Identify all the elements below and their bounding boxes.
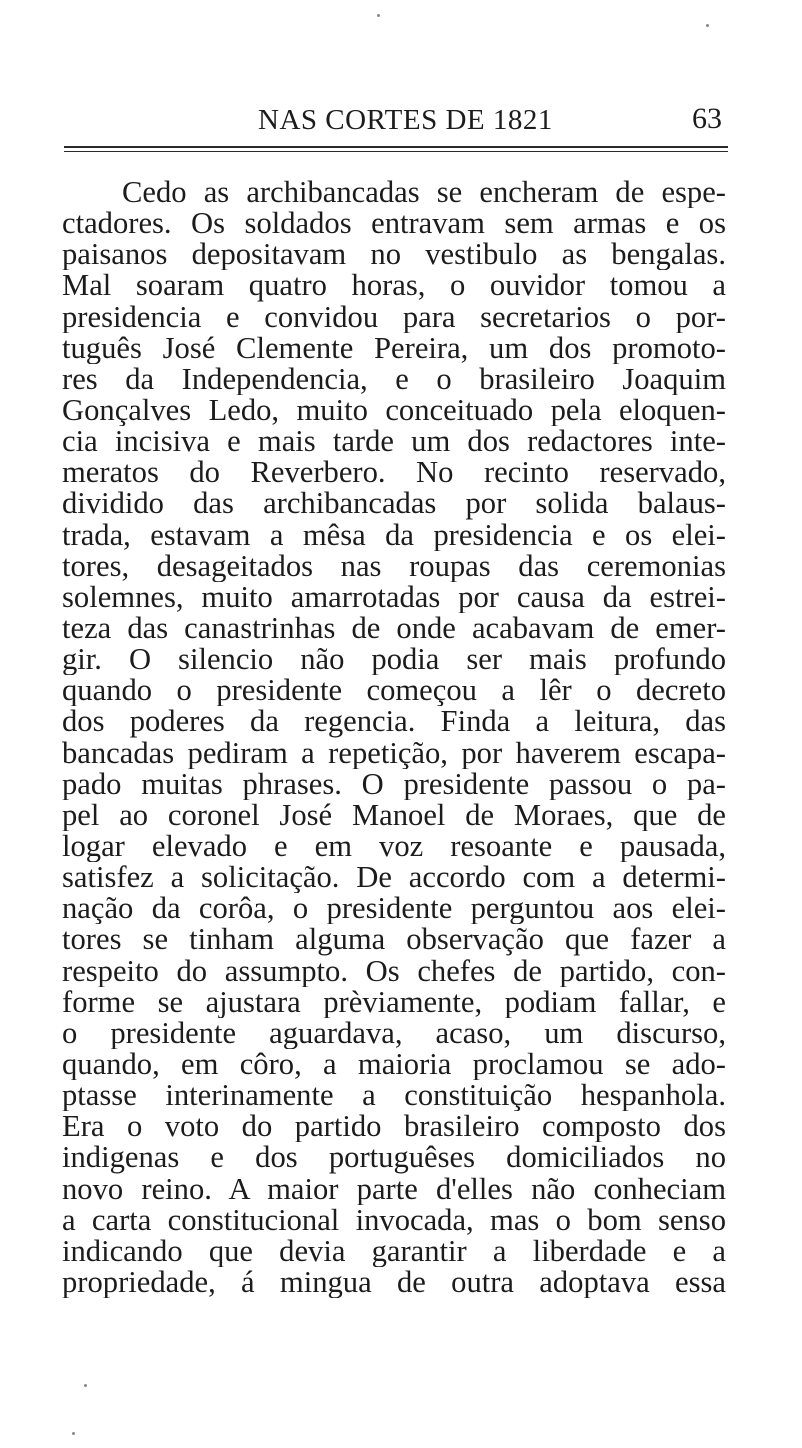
header-rule	[64, 146, 728, 148]
text-line: logar elevado e em voz resoante e pausada,	[62, 830, 726, 863]
text-line: pel ao coronel José Manoel de Moraes, que de	[62, 799, 726, 831]
text-line: solemnes, muito amarrotadas por causa da estrei-	[62, 581, 726, 613]
text-line: meratos do Reverbero. No recinto reservado,	[62, 457, 726, 489]
text-line: dividido das archibancadas por solida balaus-	[62, 488, 726, 520]
paper-speck	[84, 1384, 87, 1387]
text-line: respeito do assumpto. Os chefes de partido, con-	[62, 955, 726, 987]
body-text	[62, 177, 726, 1298]
text-line: indigenas e dos portuguêses domiciliados no	[62, 1142, 726, 1174]
text-line: tuguês José Clemente Pereira, um dos promoto-	[62, 332, 726, 364]
running-head: NAS CORTES DE 1821	[258, 104, 553, 136]
text-line: Era o voto do partido brasileiro composto dos	[62, 1111, 726, 1143]
text-line: novo reino. A maior parte d'elles não conheciam	[62, 1173, 726, 1205]
text-line: forme se ajustara prèviamente, podiam fallar, e	[62, 986, 726, 1018]
header-rule-thin	[64, 151, 728, 152]
text-line: paisanos depositavam no vestibulo as bengalas.	[62, 239, 726, 271]
text-line: ptasse interinamente a constituição hespanhola.	[62, 1080, 726, 1112]
text-line: tores se tinham alguma observação que fazer a	[62, 924, 726, 956]
text-line: trada, estavam a mêsa da presidencia e os elei-	[62, 519, 726, 551]
text-line: quando, em côro, a maioria proclamou se ado-	[62, 1048, 726, 1081]
text-line: a carta constitucional invocada, mas o bom senso	[62, 1204, 726, 1236]
text-line: satisfez a solicitação. De accordo com a determi-	[62, 862, 726, 894]
text-line: Mal soaram quatro horas, o ouvidor tomou a	[62, 270, 726, 302]
text-line: cia incisiva e mais tarde um dos redactores inte-	[62, 426, 726, 458]
text-line: pado muitas phrases. O presidente passou o pa-	[62, 768, 726, 800]
text-line: presidencia e convidou para secretarios o por-	[62, 301, 726, 333]
text-line: bancadas pediram a repetição, por haverem escapa-	[62, 737, 726, 769]
text-line: gir. O silencio não podia ser mais profundo	[62, 644, 726, 676]
text-line: ctadores. Os soldados entravam sem armas e os	[62, 208, 726, 240]
text-line: res da Independencia, e o brasileiro Joaquim	[62, 363, 726, 395]
text-line: Cedo as archibancadas se encheram de espe-	[122, 177, 726, 209]
text-line: teza das canastrinhas de onde acabavam de emer-	[62, 612, 726, 645]
paper-speck	[72, 1432, 75, 1435]
page-number: 63	[692, 102, 722, 135]
text-line: nação da corôa, o presidente perguntou aos elei-	[62, 893, 726, 925]
text-line: propriedade, á mingua de outra adoptava essa	[62, 1266, 726, 1299]
paper-speck	[706, 24, 709, 27]
text-line: dos poderes da regencia. Finda a leitura, das	[62, 706, 726, 738]
page-header	[60, 100, 730, 140]
text-line: indicando que devia garantir a liberdade e a	[62, 1235, 726, 1267]
text-line: quando o presidente começou a lêr o decreto	[62, 675, 726, 707]
text-line: Gonçalves Ledo, muito conceituado pela eloquen-	[62, 394, 726, 427]
text-line: o presidente aguardava, acaso, um discurso,	[62, 1017, 726, 1049]
text-line: tores, desageitados nas roupas das ceremonias	[62, 550, 726, 582]
paper-speck	[377, 14, 380, 17]
